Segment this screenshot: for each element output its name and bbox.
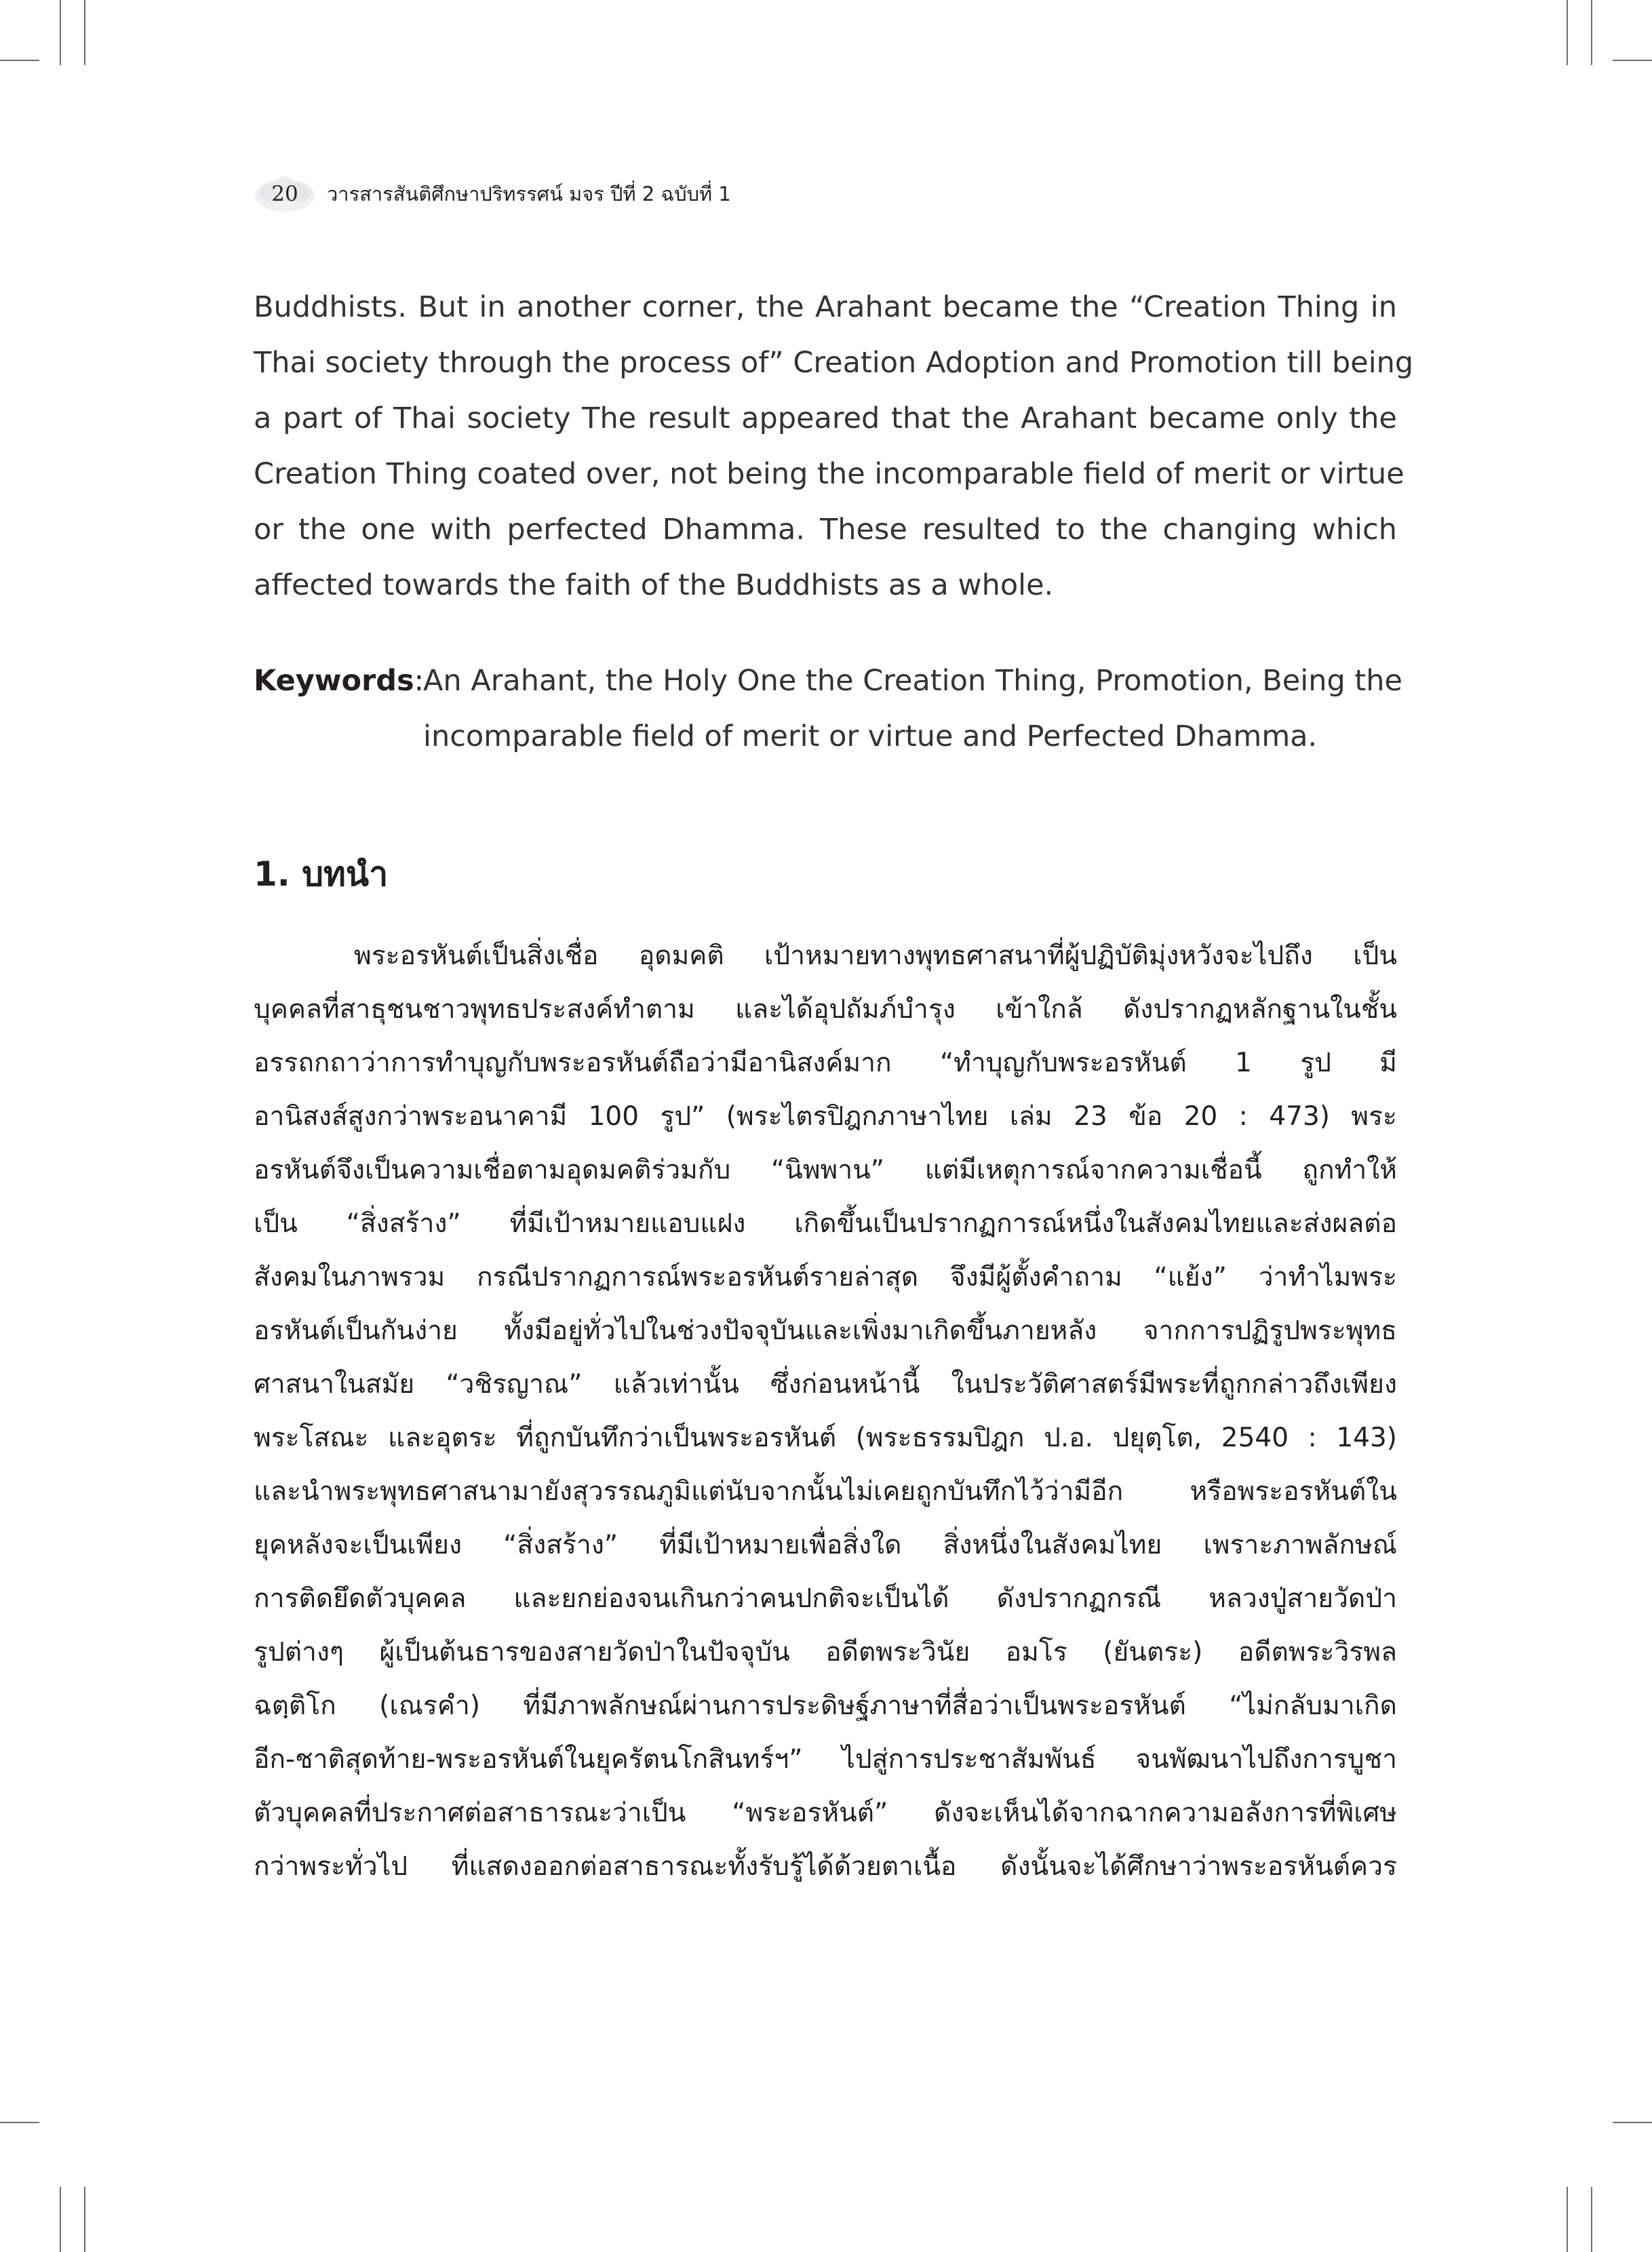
page-badge [252,172,317,216]
body-line: รูปต่างๆ ผู้เป็นต้นธารของสายวัดป่าในปัจจุบัน อดีตพระวินัย อมโร (ยันตระ) อดีตพระวิรพล [254,1637,1397,1667]
body-line: และนำพระพุทธศาสนามายังสุวรรณภูมิแต่นับจากนั้นไม่เคยถูกบันทึกไว้ว่ามีอีก หรือพระอรหันต์ใน [254,1476,1397,1507]
abstract-line: Thai society through the process of” Creation Adoption and Promotion till being [254,346,1414,380]
abstract-line: Buddhists. But in another corner, the Arahant became the “Creation Thing in [254,290,1397,324]
crop-mark-top-left-h [0,60,39,61]
page-number: 20 [271,182,298,206]
body-line: การติดยึดตัวบุคคล และยกย่องจนเกินกว่าคนปกติจะเป็นได้ ดังปรากฏกรณี หลวงปู่สายวัดป่า [254,1583,1397,1614]
crop-mark-bottom-left-h [0,2122,39,2123]
body-line: อรรถกถาว่าการทำบุญกับพระอรหันต์ถือว่ามีอานิสงค์มาก “ทำบุญกับพระอรหันต์ 1 รูป มี [254,1048,1397,1078]
body-line: สังคมในภาพรวม กรณีปรากฏการณ์พระอรหันต์รายล่าสุด จึงมีผู้ตั้งคำถาม “แย้ง” ว่าทำไมพระ [254,1262,1397,1292]
crop-mark-top-left-v [60,0,61,65]
crop-mark-top-left-v2 [84,0,85,65]
body-text [254,929,1397,1893]
body-line: อรหันต์เป็นกันง่าย ทั้งมีอยู่ทั่วไปในช่วงปัจจุบันและเพิ่งมาเกิดขึ้นภายหลัง จากการปฏิรูปพระพุทธ [254,1316,1397,1346]
crop-mark-top-right-v2 [1567,0,1568,65]
abstract-line: affected towards the faith of the Buddhists as a whole. [254,568,1054,602]
abstract-line: a part of Thai society The result appeared that the Arahant became only the [254,401,1397,435]
body-line: อรหันต์จึงเป็นความเชื่อตามอุดมคติร่วมกับ “นิพพาน” แต่มีเหตุการณ์จากความเชื่อนี้ ถูกทำให้ [254,1155,1397,1185]
crop-mark-top-right-h [1613,60,1652,61]
abstract-line: or the one with perfected Dhamma. These resulted to the changing which [254,513,1397,547]
keywords-line: An Arahant, the Holy One the Creation Thing, Promotion, Being the [423,664,1402,698]
body-line: อีก-ชาติสุดท้าย-พระอรหันต์ในยุครัตนโกสินทร์ฯ” ไปสู่การประชาสัมพันธ์ จนพัฒนาไปถึงการบูชา [254,1744,1397,1775]
abstract-line: Creation Thing coated over, not being the incomparable field of merit or virtue [254,457,1404,491]
body-line: ตัวบุคคลที่ประกาศต่อสาธารณะว่าเป็น “พระอรหันต์” ดังจะเห็นได้จากฉากความอลังการที่พิเศษ [254,1798,1397,1828]
body-line: บุคคลที่สาธุชนชาวพุทธประสงค์ทำตาม และได้อุปถัมภ์บำรุง เข้าใกล้ ดังปรากฏหลักฐานในชั้น [254,994,1397,1025]
body-line: ยุคหลังจะเป็นเพียง “สิ่งสร้าง” ที่มีเป้าหมายเพื่อสิ่งใด สิ่งหนึ่งในสังคมไทย เพราะภาพลักษณ์ [254,1530,1397,1560]
body-line: ฉตฺติโก (เณรคำ) ที่มีภาพลักษณ์ผ่านการประดิษฐ์ภาษาที่สื่อว่าเป็นพระอรหันต์ “ไม่กลับมาเกิด [254,1691,1397,1721]
crop-mark-bottom-right-v2 [1567,2187,1568,2252]
keywords-line: incomparable field of merit or virtue and Perfected Dhamma. [423,719,1318,753]
crop-mark-bottom-left-v [60,2187,61,2252]
abstract-text [254,279,1414,613]
crop-mark-bottom-right-h [1613,2122,1652,2123]
crop-mark-bottom-right-v [1591,2187,1592,2252]
body-line: พระอรหันต์เป็นสิ่งเชื่อ อุดมคติ เป้าหมายทางพุทธศาสนาที่ผู้ปฏิบัติมุ่งหวังจะไปถึง เป็น [354,941,1397,971]
section-heading: 1. บทนำ [254,854,389,894]
running-header [252,172,731,216]
body-line: พระโสณะ และอุตระ ที่ถูกบันทึกว่าเป็นพระอรหันต์ (พระธรรมปิฎก ป.อ. ปยุตฺโต, 2540 : 143) [254,1423,1397,1453]
keywords-label: Keywords: [254,664,425,698]
body-line: กว่าพระทั่วไป ที่แสดงออกต่อสาธารณะทั้งรับรู้ได้ด้วยตาเนื้อ ดังนั้นจะได้ศึกษาว่าพระอรหันต์ควร [254,1851,1397,1882]
keywords-list [423,653,1402,764]
keywords-colon: : [414,664,425,698]
crop-mark-top-right-v [1591,0,1592,65]
body-line: ศาสนาในสมัย “วชิรญาณ” แล้วเท่านั้น ซึ่งก่อนหน้านี้ ในประวัติศาสตร์มีพระที่ถูกกล่าวถึงเพียง [254,1369,1397,1400]
journal-title: วารสารสันติศึกษาปริทรรศน์ มจร ปีที่ 2 ฉบับที่ 1 [327,182,731,205]
crop-mark-bottom-left-v2 [84,2187,85,2252]
body-line: อานิสงส์สูงกว่าพระอนาคามี 100 รูป” (พระไตรปิฎกภาษาไทย เล่ม 23 ข้อ 20 : 473) พระ [254,1101,1397,1132]
body-line: เป็น “สิ่งสร้าง” ที่มีเป้าหมายแอบแฝง เกิดขึ้นเป็นปรากฏการณ์หนึ่งในสังคมไทยและส่งผลต่อ [254,1208,1397,1239]
